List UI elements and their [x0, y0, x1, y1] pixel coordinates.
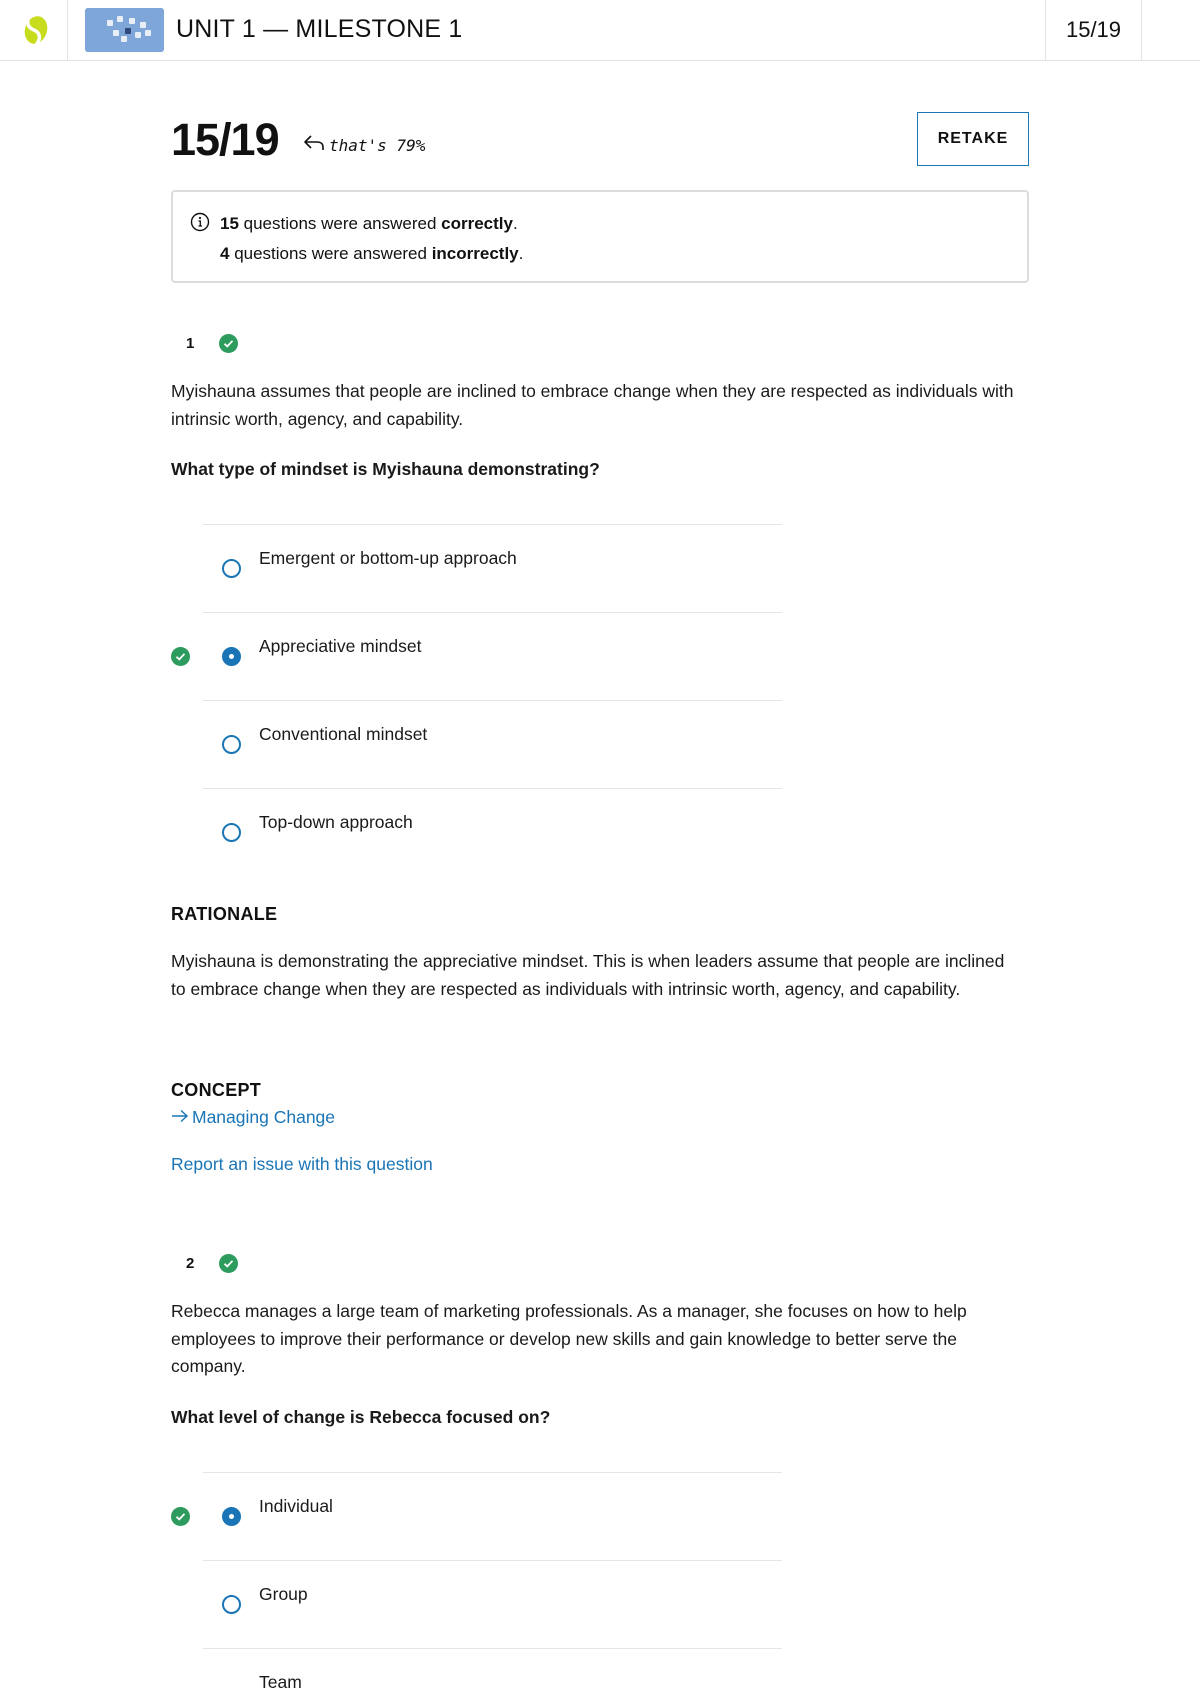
correct-text: questions were answered	[238, 214, 442, 233]
answer-option[interactable]: Top-down approach	[259, 812, 413, 832]
incorrect-word: incorrectly	[431, 244, 519, 263]
check-circle-icon	[171, 647, 190, 671]
answer-option[interactable]: Group	[259, 1584, 308, 1604]
radio-icon[interactable]	[222, 735, 241, 754]
concept-link[interactable]	[171, 1107, 335, 1128]
score-display: 15/19	[171, 114, 279, 165]
top-bar	[0, 0, 1200, 61]
arrow-right-icon	[171, 1107, 189, 1128]
incorrect-count: 4	[220, 244, 230, 263]
option-divider	[203, 700, 782, 701]
radio-icon[interactable]	[222, 1595, 241, 1614]
question-prompt: What type of mindset is Myishauna demonstrating?	[171, 459, 600, 479]
answer-option[interactable]: Appreciative mindset	[259, 636, 422, 656]
answer-option[interactable]: Individual	[259, 1496, 333, 1516]
check-circle-icon	[219, 1254, 238, 1278]
concept-link-label[interactable]: Managing Change	[192, 1107, 336, 1127]
retake-button[interactable]: RETAKE	[917, 112, 1029, 166]
header-score: 15/19	[1045, 0, 1142, 60]
check-circle-icon	[171, 1507, 190, 1531]
radio-icon[interactable]	[222, 559, 241, 578]
question-prompt: What level of change is Rebecca focused on?	[171, 1407, 551, 1427]
option-divider	[203, 612, 782, 613]
logo-icon[interactable]	[19, 8, 49, 53]
check-circle-icon	[219, 334, 238, 358]
percent-note	[303, 134, 425, 157]
answer-option[interactable]: Emergent or bottom-up approach	[259, 548, 517, 568]
percent-text: that's 79%	[329, 136, 426, 155]
correct-summary	[220, 214, 518, 234]
option-divider	[203, 524, 782, 525]
incorrect-text: questions were answered	[229, 244, 432, 263]
results-summary	[171, 190, 1029, 283]
answer-option[interactable]: Conventional mindset	[259, 724, 428, 744]
radio-icon[interactable]	[222, 1507, 241, 1526]
concept-heading: CONCEPT	[171, 1080, 262, 1100]
radio-icon[interactable]	[222, 823, 241, 842]
question-number: 1	[186, 335, 195, 352]
option-divider	[203, 1472, 782, 1473]
period: .	[512, 214, 518, 233]
correct-word: correctly	[441, 214, 513, 233]
report-issue-link[interactable]: Report an issue with this question	[171, 1154, 433, 1174]
answer-option[interactable]: Team	[259, 1672, 302, 1692]
radio-icon[interactable]	[222, 647, 241, 666]
incorrect-summary	[220, 244, 523, 264]
question-body: Rebecca manages a large team of marketing professionals. As a manager, she focuses on how to help employees to improve their performance or develop new skills and gain knowledge to better serve the company.	[171, 1301, 967, 1376]
info-icon	[190, 212, 210, 237]
option-divider	[203, 788, 782, 789]
question-number: 2	[186, 1255, 195, 1272]
rationale-text: Myishauna is demonstrating the appreciative mindset. This is when leaders assume that people are inclined to embrace change when they are respected as individuals with intrinsic worth, agency, and capability.	[171, 951, 1005, 999]
rationale-heading: RATIONALE	[171, 904, 278, 924]
option-divider	[203, 1560, 782, 1561]
undo-arrow-icon	[303, 134, 325, 157]
page-title: UNIT 1 — MILESTONE 1	[176, 15, 463, 43]
option-divider	[203, 1648, 782, 1649]
question-body: Myishauna assumes that people are inclined to embrace change when they are respected as individuals with intrinsic worth, agency, and capability.	[171, 381, 1014, 429]
period: .	[518, 244, 524, 263]
thumbnail-image	[85, 8, 164, 52]
logo-cell[interactable]	[0, 0, 68, 60]
correct-count: 15	[220, 214, 239, 233]
